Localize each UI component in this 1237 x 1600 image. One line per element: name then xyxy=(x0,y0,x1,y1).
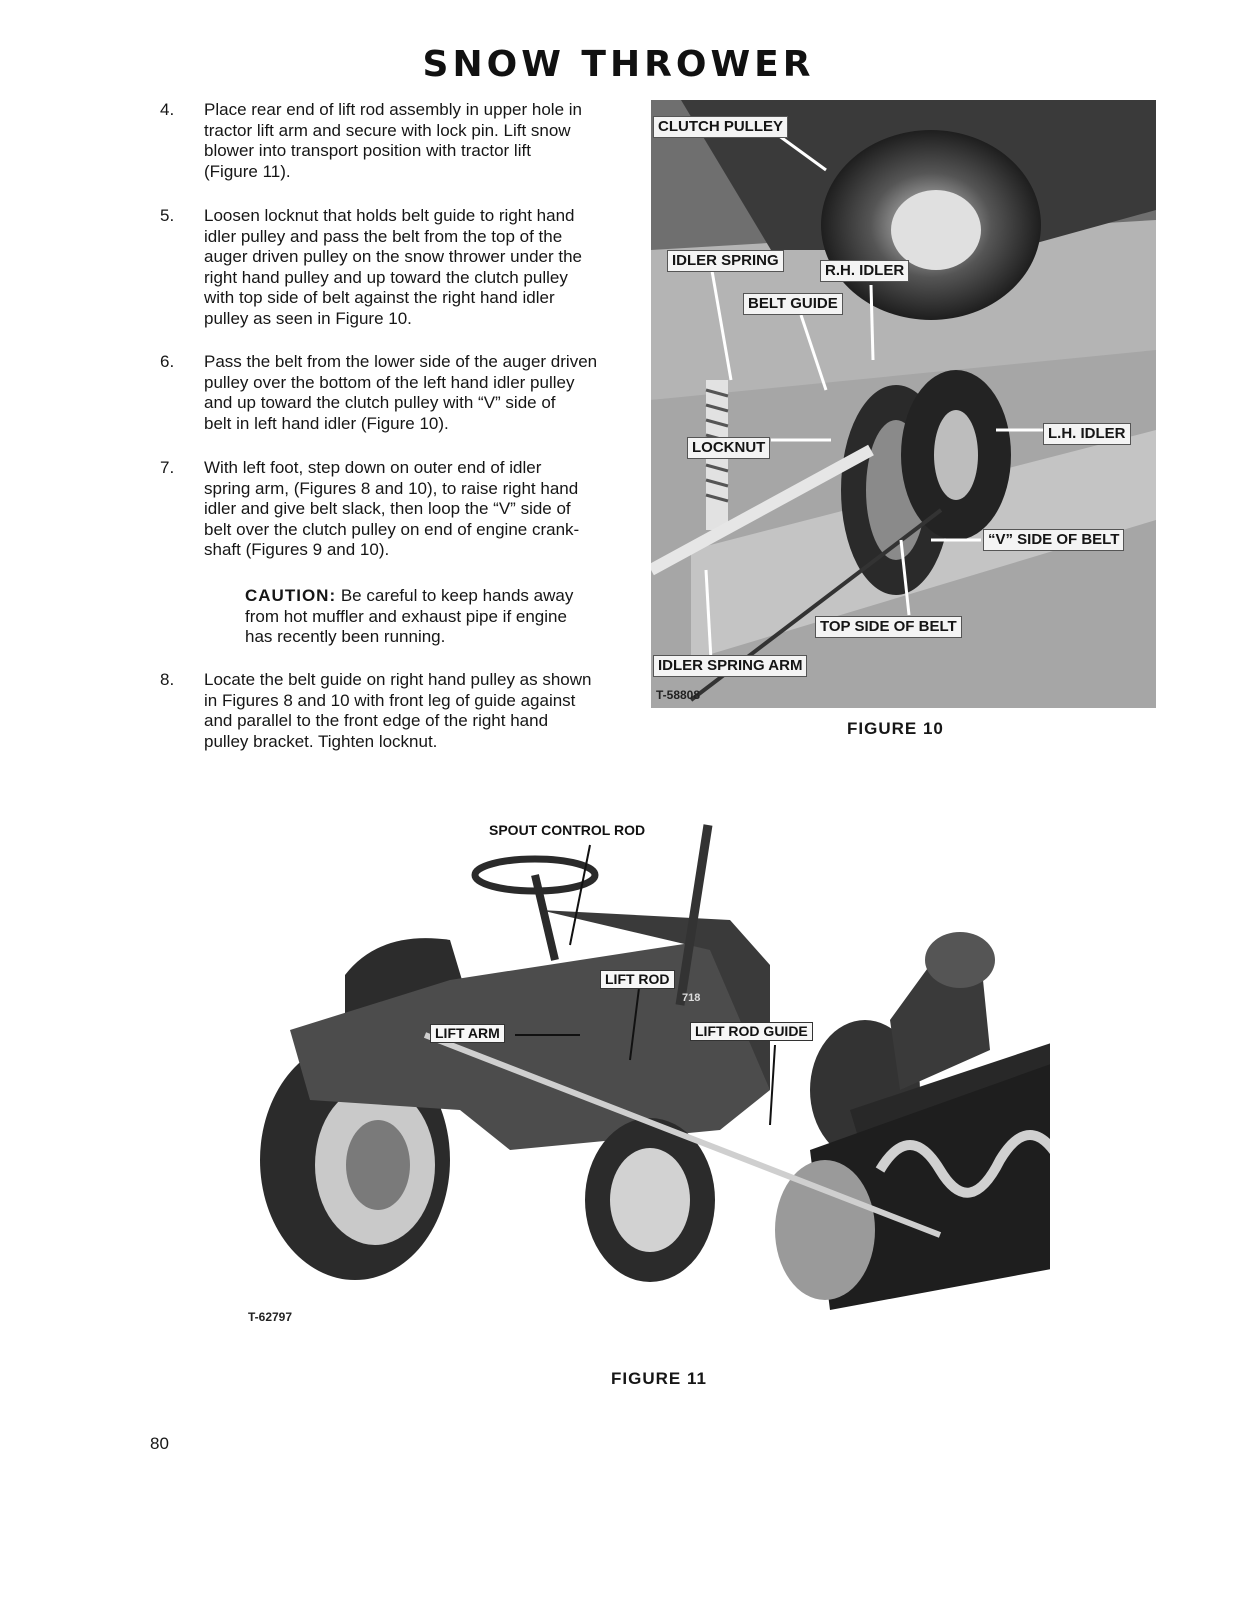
callout-clutch-pulley: CLUTCH PULLEY xyxy=(653,116,788,138)
step-line: in Figures 8 and 10 with front leg of guide against xyxy=(204,690,576,710)
figure-11-ref: T-62797 xyxy=(248,1310,293,1324)
figure-10-photo xyxy=(651,100,1156,708)
step-line: shaft (Figures 9 and 10). xyxy=(204,540,390,559)
step-line: idler and give belt slack, then loop the “V” side of xyxy=(204,499,571,518)
step-line: With left foot, step down on outer end of idler xyxy=(204,458,542,477)
caution-line: from hot muffler and exhaust pipe if engine xyxy=(245,606,567,626)
callout-idler-spring-arm: IDLER SPRING ARM xyxy=(653,655,807,677)
step-5 xyxy=(160,206,640,329)
figure-11-illustration xyxy=(250,790,1050,1330)
step-number: 4. xyxy=(160,100,175,119)
caution-line: Be careful to keep hands away xyxy=(340,586,574,605)
caution-label: CAUTION: xyxy=(245,586,337,605)
label-lift-rod-guide: LIFT ROD GUIDE xyxy=(690,1022,813,1041)
step-line: belt in left hand idler (Figure 10). xyxy=(204,413,449,433)
step-line: Loosen locknut that holds belt guide to right hand xyxy=(204,206,575,225)
step-number: 5. xyxy=(160,206,175,225)
step-line: auger driven pulley on the snow thrower under the xyxy=(204,247,583,266)
callout-rh-idler: R.H. IDLER xyxy=(820,260,909,282)
step-line: with top side of belt against the right hand idler xyxy=(204,288,555,307)
step-number: 7. xyxy=(160,458,175,477)
step-8 xyxy=(160,670,640,752)
figure-10-caption: FIGURE 10 xyxy=(847,719,944,738)
label-spout-control-rod: SPOUT CONTROL ROD xyxy=(489,822,646,838)
step-number: 8. xyxy=(160,670,175,689)
step-line: pulley over the bottom of the left hand idler pulley xyxy=(204,372,575,392)
callout-top-side-of-belt: TOP SIDE OF BELT xyxy=(815,616,962,638)
figure-11-caption: FIGURE 11 xyxy=(611,1369,707,1388)
caution-note xyxy=(245,586,645,648)
callout-lh-idler: L.H. IDLER xyxy=(1043,423,1131,445)
step-7 xyxy=(160,458,640,561)
step-line: tractor lift arm and secure with lock pin. Lift snow xyxy=(204,120,571,140)
step-4 xyxy=(160,100,640,182)
step-line: blower into transport position with tractor lift xyxy=(204,141,531,160)
callout-locknut: LOCKNUT xyxy=(687,437,770,459)
callout-idler-spring: IDLER SPRING xyxy=(667,250,784,272)
tractor-snow-thrower-illustration xyxy=(250,790,1050,1330)
callout-belt-guide: BELT GUIDE xyxy=(743,293,843,315)
tractor-model-badge: 718 xyxy=(682,992,701,1004)
step-number: 6. xyxy=(160,352,175,371)
step-6 xyxy=(160,352,640,434)
page-title: SNOW THROWER xyxy=(422,44,815,85)
step-line: and parallel to the front edge of the right hand xyxy=(204,711,549,730)
step-line: pulley bracket. Tighten locknut. xyxy=(204,731,438,751)
step-line: (Figure 11). xyxy=(204,161,291,181)
step-line: spring arm, (Figures 8 and 10), to raise right hand xyxy=(204,478,579,498)
figure-10-ref: T-58808 xyxy=(656,688,701,702)
label-lift-rod: LIFT ROD xyxy=(600,970,675,989)
step-line: idler pulley and pass the belt from the top of the xyxy=(204,226,563,246)
step-line: Pass the belt from the lower side of the auger driven xyxy=(204,352,598,371)
page-number: 80 xyxy=(150,1434,169,1453)
step-line: and up toward the clutch pulley with “V” side of xyxy=(204,393,556,412)
step-line: belt over the clutch pulley on end of engine crank- xyxy=(204,519,580,539)
label-lift-arm: LIFT ARM xyxy=(430,1024,505,1043)
callout-v-side-of-belt: “V” SIDE OF BELT xyxy=(983,529,1124,551)
step-line: pulley as seen in Figure 10. xyxy=(204,308,412,328)
step-line: right hand pulley and up toward the clutch pulley xyxy=(204,267,568,287)
step-line: Locate the belt guide on right hand pulley as shown xyxy=(204,670,592,689)
step-line: Place rear end of lift rod assembly in upper hole in xyxy=(204,100,582,119)
caution-line: has recently been running. xyxy=(245,627,446,646)
